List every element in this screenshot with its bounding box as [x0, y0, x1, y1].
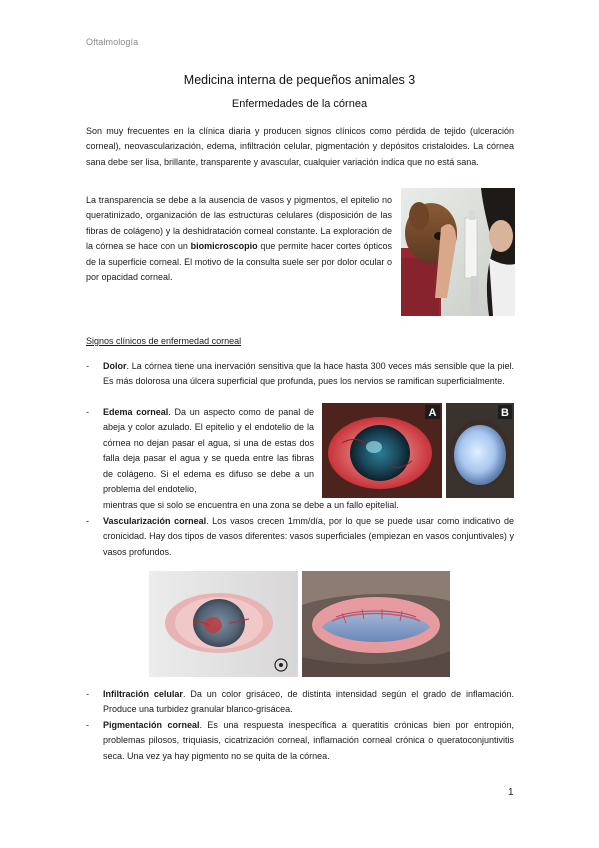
transparency-text-a: La transparencia se debe a la ausencia de vasos y pigmentos, el epitelio no queratinizado, organización de las estructuras celulares (disposición de las fibras de colágeno) y la deshidratación corneal constante. La exploración de la córnea se hace con un [86, 195, 392, 252]
list-item-pigmentacion [86, 718, 514, 764]
term-dolor: Dolor [103, 361, 127, 371]
desc-pigmentacion: . Es una respuesta inespecífica a queratitis crónicas bien por entropión, problemas pilosos, triquiasis, cicatrización corneal, inflamación corneal crónica o queratoconjuntivitis seca. Una vez ya hay pigmento no se quita de la córnea. [103, 720, 514, 761]
term-infiltracion: Infiltración celular [103, 689, 183, 699]
term-pigmentacion: Pigmentación corneal [103, 720, 200, 730]
list-dash: - [86, 361, 89, 371]
photo-label-b: B [501, 407, 509, 419]
list-dash: - [86, 407, 89, 417]
page-subtitle: Enfermedades de la córnea [231, 98, 368, 110]
transparency-paragraph [86, 193, 392, 285]
term-edema: Edema corneal [103, 407, 169, 417]
vascularization-photo-cat [149, 571, 298, 677]
desc-edema: . Da un aspecto como de panal de abeja y color azulado. El epitelio y el endotelio de la córnea no dejan pasar el agua, si una de estas dos falla deja pasar el agua y se queda entre las fibras de colágeno. Si el edema es difuso se debe a un problema del endotelio, [103, 407, 314, 495]
corneal-edema-photo-b [446, 403, 514, 498]
list-item-edema [86, 405, 314, 497]
list-item-edema-continued: mientras que si solo se encuentra en una zona se debe a un fallo epitelial. [103, 500, 399, 510]
page-number: 1 [508, 787, 514, 798]
desc-vascularizacion: . Los vasos crecen 1mm/día, por lo que se puede usar como indicativo de cronicidad. Hay dos tipos de vasos diferentes: vasos superficiales (empiezan en vasos conjuntivales) y vasos profundos. [103, 516, 514, 557]
list-dash: - [86, 720, 89, 730]
biomicroscope-term: biomicroscopio [190, 241, 258, 252]
page-title: Medicina interna de pequeños animales 3 [183, 73, 416, 87]
photo-label-a: A [428, 407, 437, 419]
list-item-vascularizacion [86, 514, 514, 560]
list-dash: - [86, 689, 89, 699]
intro-paragraph: Son muy frecuentes en la clínica diaria y producen signos clínicos como pérdida de tejido (ulceración corneal), neovascularización, edema, infiltración celular, pigmentación y depósitos cristaloides. La córnea sana debe ser lisa, brillante, transparente y avascular, cualquier variación indica que no está sana. [86, 126, 514, 167]
section-heading: Signos clínicos de enfermedad corneal [86, 336, 242, 346]
term-vascularizacion: Vascularización corneal [103, 516, 207, 526]
corneal-edema-photo-a [322, 403, 442, 498]
list-item-infiltracion [86, 687, 514, 718]
biomicroscope-exam-photo [401, 188, 515, 316]
desc-infiltracion: . Da un color grisáceo, de distinta intensidad según el grado de inflamación. Produce una turbidez granular blanco-grisácea. [103, 689, 514, 715]
running-header: Oftalmología [86, 37, 139, 47]
vascularization-photo-dog [302, 571, 450, 677]
transparency-text-b: que permite hacer cortes ópticos de la superficie corneal. El motivo de la consulta suele ser por dolor ocular o por opacidad corneal. [86, 241, 392, 283]
list-dash: - [86, 516, 89, 526]
list-item-dolor [86, 359, 514, 390]
desc-dolor: . La córnea tiene una inervación sensitiva que la hace hasta 300 veces más sensible que la piel. Es más dolorosa una úlcera superficial que profunda, pues los nervios se ramifican superficialmente. [103, 361, 514, 387]
